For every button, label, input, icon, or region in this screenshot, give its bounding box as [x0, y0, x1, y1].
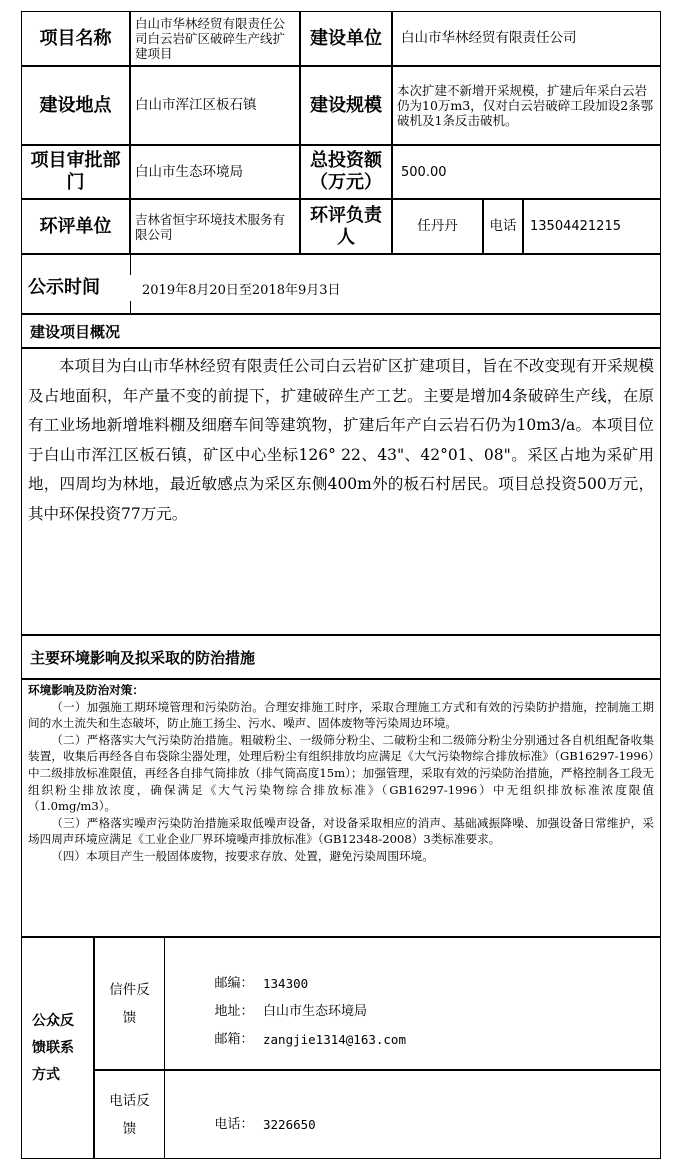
approval-label: 项目审批部门 [21, 145, 130, 199]
publicity-row [21, 254, 661, 314]
letter-feedback-label: 信件反馈 [95, 938, 165, 1069]
address-value: 白山市生态环境局 [263, 1004, 368, 1019]
impacts-paragraph-2: （二）严格落实大气污染防治措施。粗破粉尘、一级筛分粉尘、二破粉尘和二级筛分粉尘分别通过各自机组配备收集装置，收集后再经各自布袋除尘器处理，处理后粉尘有组织排放均应满足《大气污染物综合排放标准》（GB16297-1996）中二级排放标准限值，再经各自排气筒排放（排气筒高度15m）；加强管理，采取有效的污染防治措施，严格控制各工段无组织粉尘排放浓度，确保满足《大气污染物综合排放标准》（GB16297-1996）中无组织排放标准浓度限值（1.0mg/m3）。 [28, 732, 654, 814]
project-name-label: 项目名称 [21, 11, 130, 66]
eia-unit-value: 吉林省恒宇环境技术服务有限公司 [130, 199, 300, 254]
investment-label: 总投资额（万元） [300, 145, 392, 199]
feedback-phone-value: 3226650 [263, 1117, 316, 1132]
impacts-heading: 环境影响及防治对策： [28, 683, 144, 697]
scale-value: 本次扩建不新增开采规模，扩建后年采白云岩仍为10万m3，仅对白云岩破碎工段加设2条鄂破机及1条反击破机。 [392, 66, 661, 145]
feedback-label: 公众反馈联系方式 [21, 937, 94, 1159]
investment-value: 500.00 [392, 145, 661, 199]
eia-person-value: 任丹丹 [392, 199, 483, 254]
approval-value: 白山市生态环境局 [130, 145, 300, 199]
postcode-value: 134300 [263, 976, 309, 991]
location-value: 白山市浑江区板石镇 [130, 66, 300, 145]
publicity-value: 2019年8月20日至2018年9月3日 [142, 282, 341, 298]
eia-unit-label: 环评单位 [21, 199, 130, 254]
impacts-body [21, 679, 661, 937]
phone-feedback-info [95, 1111, 316, 1139]
impacts-title: 主要环境影响及拟采取的防治措施 [21, 635, 661, 679]
builder-label: 建设单位 [300, 11, 392, 66]
builder-value: 白山市华林经贸有限责任公司 [392, 11, 661, 66]
overview-text: 本项目为白山市华林经贸有限责任公司白云岩矿区扩建项目，旨在不改变现有开采规模及占地面积，年产量不变的前提下，扩建破碎生产工艺。主要是增加4条破碎生产线，在原有工业场地新增堆料棚及细磨车间等建筑物，扩建后年产白云岩石仍为10m3/a。本项目位于白山市浑江区板石镇，矿区中心坐标126° 22、43"、42°01、08"。采区占地为采矿用地，四周均为林地，最近敏感点为采区东侧400m外的板石村居民。项目总投资500万元，其中环保投资77万元。 [28, 357, 654, 523]
address-key: 地址： [214, 1004, 254, 1019]
impacts-paragraph-1: （一）加强施工期环境管理和污染防治。合理安排施工时序，采取合理施工方式和有效的污染防护措施，控制施工期间的水土流失和生态破坏，防止施工扬尘、污水、噪声、固体废物等污染周边环境。 [28, 699, 654, 731]
eia-person-label: 环评负责人 [300, 199, 392, 254]
letter-feedback-info [95, 970, 406, 1054]
impacts-paragraph-3: （三）严格落实噪声污染防治措施采取低噪声设备，对设备采取相应的消声、基础减振降噪、加强设备日常维护，采场四周声环境应满足《工业企业厂界环境噪声排放标准》（GB12348-2008）3类标准要求。 [28, 815, 654, 847]
phone-value: 13504421215 [523, 199, 661, 254]
impacts-paragraph-4: （四）本项目产生一般固体废物，按要求存放、处置，避免污染周围环境。 [51, 848, 434, 863]
postcode-key: 邮编： [214, 976, 254, 991]
publicity-label: 公示时间 [22, 275, 134, 301]
address-row [205, 998, 406, 1026]
scale-label: 建设规模 [300, 66, 392, 145]
overview-body [21, 348, 661, 635]
overview-title: 建设项目概况 [21, 314, 661, 348]
location-label: 建设地点 [21, 66, 130, 145]
phone-key: 电话： [214, 1117, 254, 1132]
letter-feedback-cell [94, 937, 661, 1070]
phone-feedback-cell [94, 1070, 661, 1159]
email-key: 邮箱： [214, 1032, 254, 1047]
email-row [205, 1026, 406, 1054]
phone-label: 电话 [483, 199, 523, 254]
info-table [22, 12, 662, 1160]
postcode-row [205, 970, 406, 998]
phone-feedback-label: 电话反馈 [95, 1071, 165, 1158]
phone-row [205, 1111, 316, 1139]
project-name-value: 白山市华林经贸有限责任公司白云岩矿区破碎生产线扩建项目 [130, 11, 300, 66]
email-link[interactable]: zangjie1314@163.com [263, 1032, 406, 1047]
